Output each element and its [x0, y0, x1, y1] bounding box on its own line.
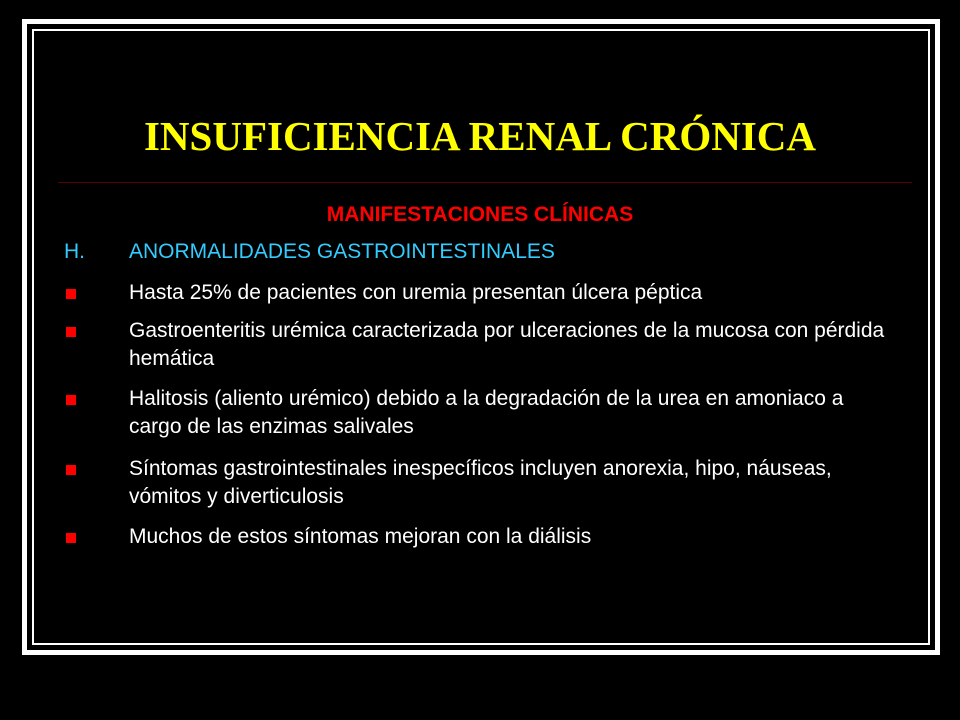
bullet-text: Síntomas gastrointestinales inespecíficos incluyen anorexia, hipo, náuseas, vómitos y diverticulosis	[129, 457, 832, 508]
section-letter: H.	[64, 240, 85, 263]
square-bullet-icon	[66, 465, 76, 475]
section-title: ANORMALIDADES GASTROINTESTINALES	[129, 240, 555, 263]
bullet-text: Hasta 25% de pacientes con uremia presentan úlcera péptica	[129, 281, 703, 304]
bullet-text: Halitosis (aliento urémico) debido a la degradación de la urea en amoniaco a cargo de las enzimas salivales	[129, 387, 844, 438]
bullet-text: Gastroenteritis urémica caracterizada por ulceraciones de la mucosa con pérdida hemática	[129, 319, 885, 370]
square-bullet-icon	[66, 395, 76, 405]
slide-title: INSUFICIENCIA RENAL CRÓNICA	[143, 113, 817, 159]
square-bullet-icon	[66, 327, 76, 337]
slide-subtitle: MANIFESTACIONES CLÍNICAS	[326, 203, 634, 226]
square-bullet-icon	[66, 289, 76, 299]
title-divider	[58, 182, 912, 183]
section-heading	[64, 238, 555, 266]
square-bullet-icon	[66, 533, 76, 543]
bullet-text: Muchos de estos síntomas mejoran con la diálisis	[129, 525, 592, 548]
